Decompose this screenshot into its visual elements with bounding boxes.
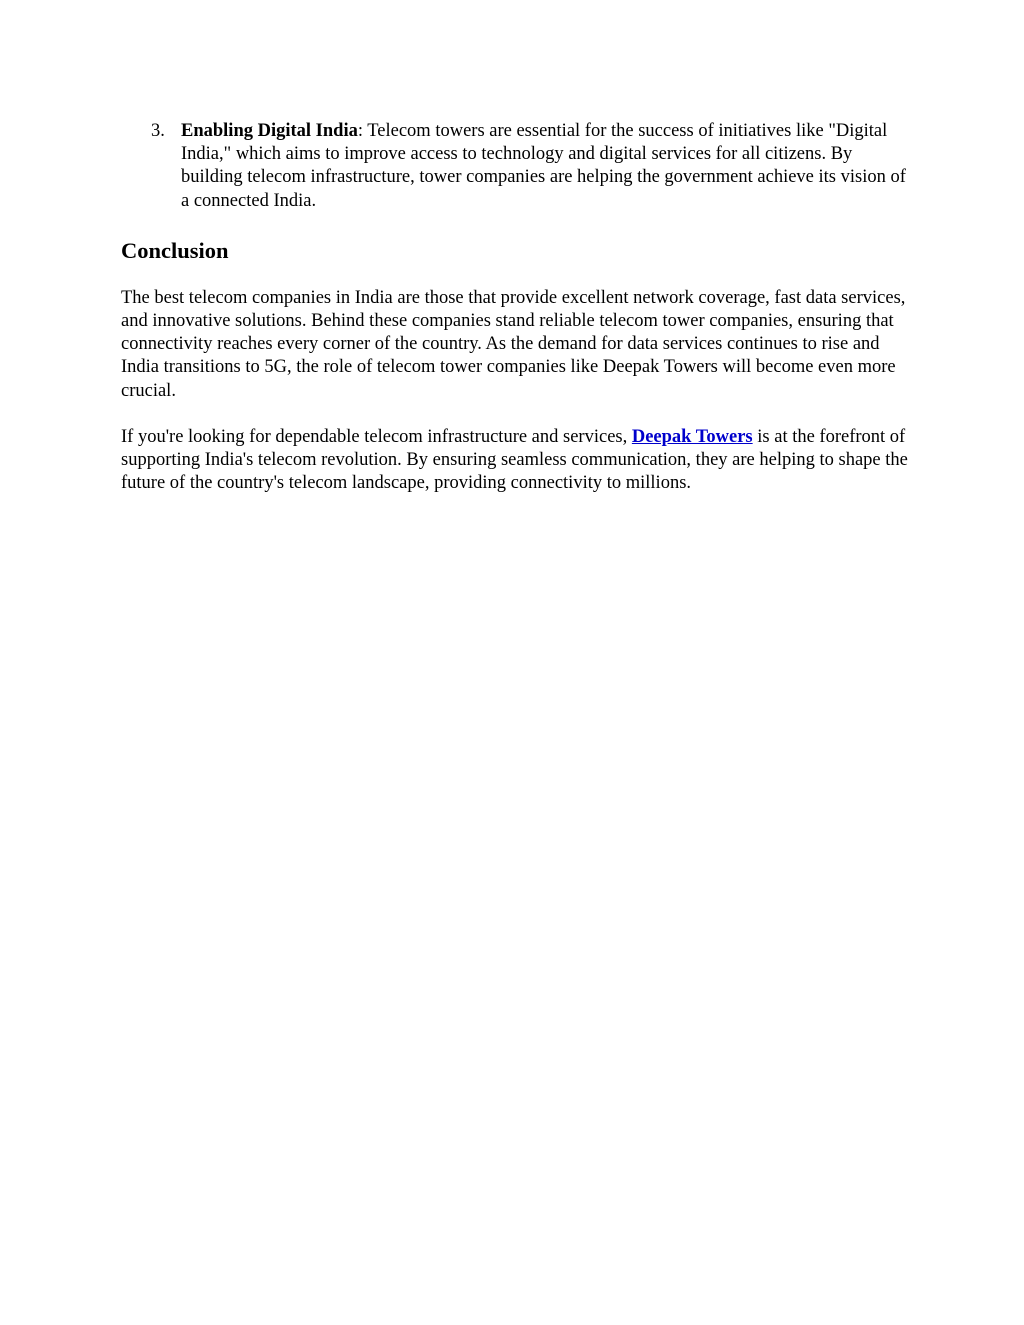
conclusion-heading: Conclusion bbox=[121, 237, 229, 263]
conclusion-paragraph-1: The best telecom companies in India are those that provide excellent network coverage, fast data services, and innovative solutions. Behind these companies stand reliable telecom tower companies, ensuring that connectivity reaches every corner of the country. As the demand for data services continues to rise and India transitions to 5G, the role of telecom tower companies like Deepak Towers will become even more crucial. bbox=[121, 287, 906, 401]
list-item-enabling-digital-india bbox=[121, 120, 911, 213]
paragraph-2-text-before: If you're looking for dependable telecom infrastructure and services, bbox=[121, 426, 632, 447]
list-term: Enabling Digital India bbox=[181, 121, 358, 141]
deepak-towers-link[interactable]: Deepak Towers bbox=[631, 426, 753, 447]
paragraph-2-text-after: is at the forefront of supporting India's telecom revolution. By ensuring seamless communication, they are helping to shape the future of the country's telecom landscape, providing connectivity to millions. bbox=[121, 426, 908, 494]
list-number: 3. bbox=[151, 121, 165, 141]
conclusion-paragraph-2 bbox=[121, 426, 911, 496]
document-page bbox=[121, 120, 911, 495]
list-text: : Telecom towers are essential for the success of initiatives like "Digital India," which aims to improve access to technology and digital services for all citizens. By building telecom infrastructure, tower companies are helping the government achieve its vision of a connected India. bbox=[181, 121, 906, 211]
